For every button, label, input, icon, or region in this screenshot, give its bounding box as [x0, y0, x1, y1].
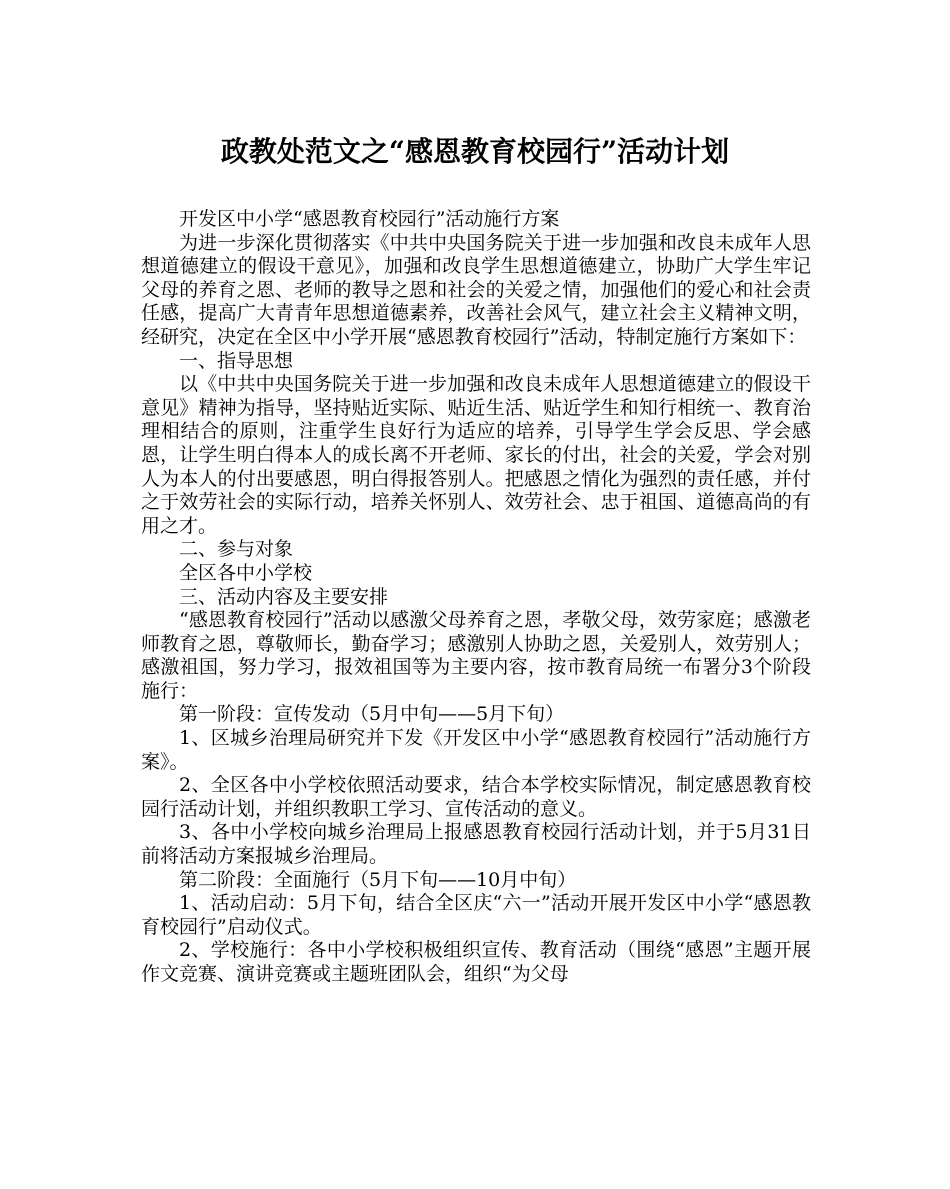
section-heading-content: 三、活动内容及主要安排: [179, 585, 389, 608]
stage-2-item-2: 2、学校施行：各中小学校积极组织宣传、教育活动（围绕“感恩”主题开展作文竞赛、演讲竞赛或主题班团队会，组织“为父母: [141, 939, 811, 985]
stage-1-item-3: 3、各中小学校向城乡治理局上报感恩教育校园行活动计划，并于5月31日前将活动方案报城乡治理局。: [141, 821, 811, 868]
document-body: [141, 208, 811, 987]
paragraph-plan-name: 开发区中小学“感恩教育校园行”活动施行方案: [179, 208, 560, 230]
stage-1-item-2: 2、全区各中小学校依照活动要求，结合本学校实际情况，制定感恩教育校园行活动计划，并组织教职工学习、宣传活动的意义。: [141, 774, 811, 820]
stage-1-item-1: 1、区城乡治理局研究并下发《开发区中小学“感恩教育校园行”活动施行方案》。: [141, 727, 811, 773]
document-title: 政教处范文之“感恩教育校园行”活动计划: [220, 135, 730, 168]
paragraph-participants: 全区各中小学校: [179, 561, 313, 584]
stage-heading-1: 第一阶段：宣传发动（5月中旬——5月下旬）: [179, 703, 565, 726]
stage-heading-2: 第二阶段：全面施行（5月下旬——10月中旬）: [179, 868, 577, 891]
paragraph-intro: 为进一步深化贯彻落实《中共中央国务院关于进一步加强和改良未成年人思想道德建立的假设干意见》，加强和改良学生思想道德建立，协助广大学生牢记父母的养育之恩、老师的教导之恩和社会的关爱之情，加强他们的爱心和社会责任感，提高广大青青年思想道德素养，改善社会风气，建立社会主义精神文明，经研究，决定在全区中小学开展“感恩教育校园行”活动，特制定施行方案如下：: [141, 231, 811, 348]
section-heading-guiding-ideology: 一、指导思想: [179, 349, 294, 372]
section-heading-participants: 二、参与对象: [179, 538, 294, 561]
stage-2-item-1: 1、活动启动：5月下旬，结合全区庆“六一”活动开展开发区中小学“感恩教育校园行”启动仪式。: [141, 892, 811, 938]
paragraph-guiding-ideology: 以《中共中央国务院关于进一步加强和改良未成年人思想道德建立的假设干意见》精神为指导，坚持贴近实际、贴近生活、贴近学生和知行相统一、教育治理相结合的原则，注重学生良好行为适应的培养，引导学生学会反思、学会感恩，让学生明白得本人的成长离不开老师、家长的付出，社会的关爱，学会对别人为本人的付出要感恩，明白得报答别人。把感恩之情化为强烈的责任感，并付之于效劳社会的实际行动，培养关怀别人、效劳社会、忠于祖国、道德高尚的有用之才。: [141, 373, 811, 537]
paragraph-content: “感恩教育校园行”活动以感激父母养育之恩，孝敬父母，效劳家庭；感激老师教育之恩，尊敬师长，勤奋学习；感激别人协助之恩，关爱别人，效劳别人；感激祖国，努力学习，报效祖国等为主要内容，按市教育局统一布署分3个阶段施行：: [141, 609, 811, 702]
